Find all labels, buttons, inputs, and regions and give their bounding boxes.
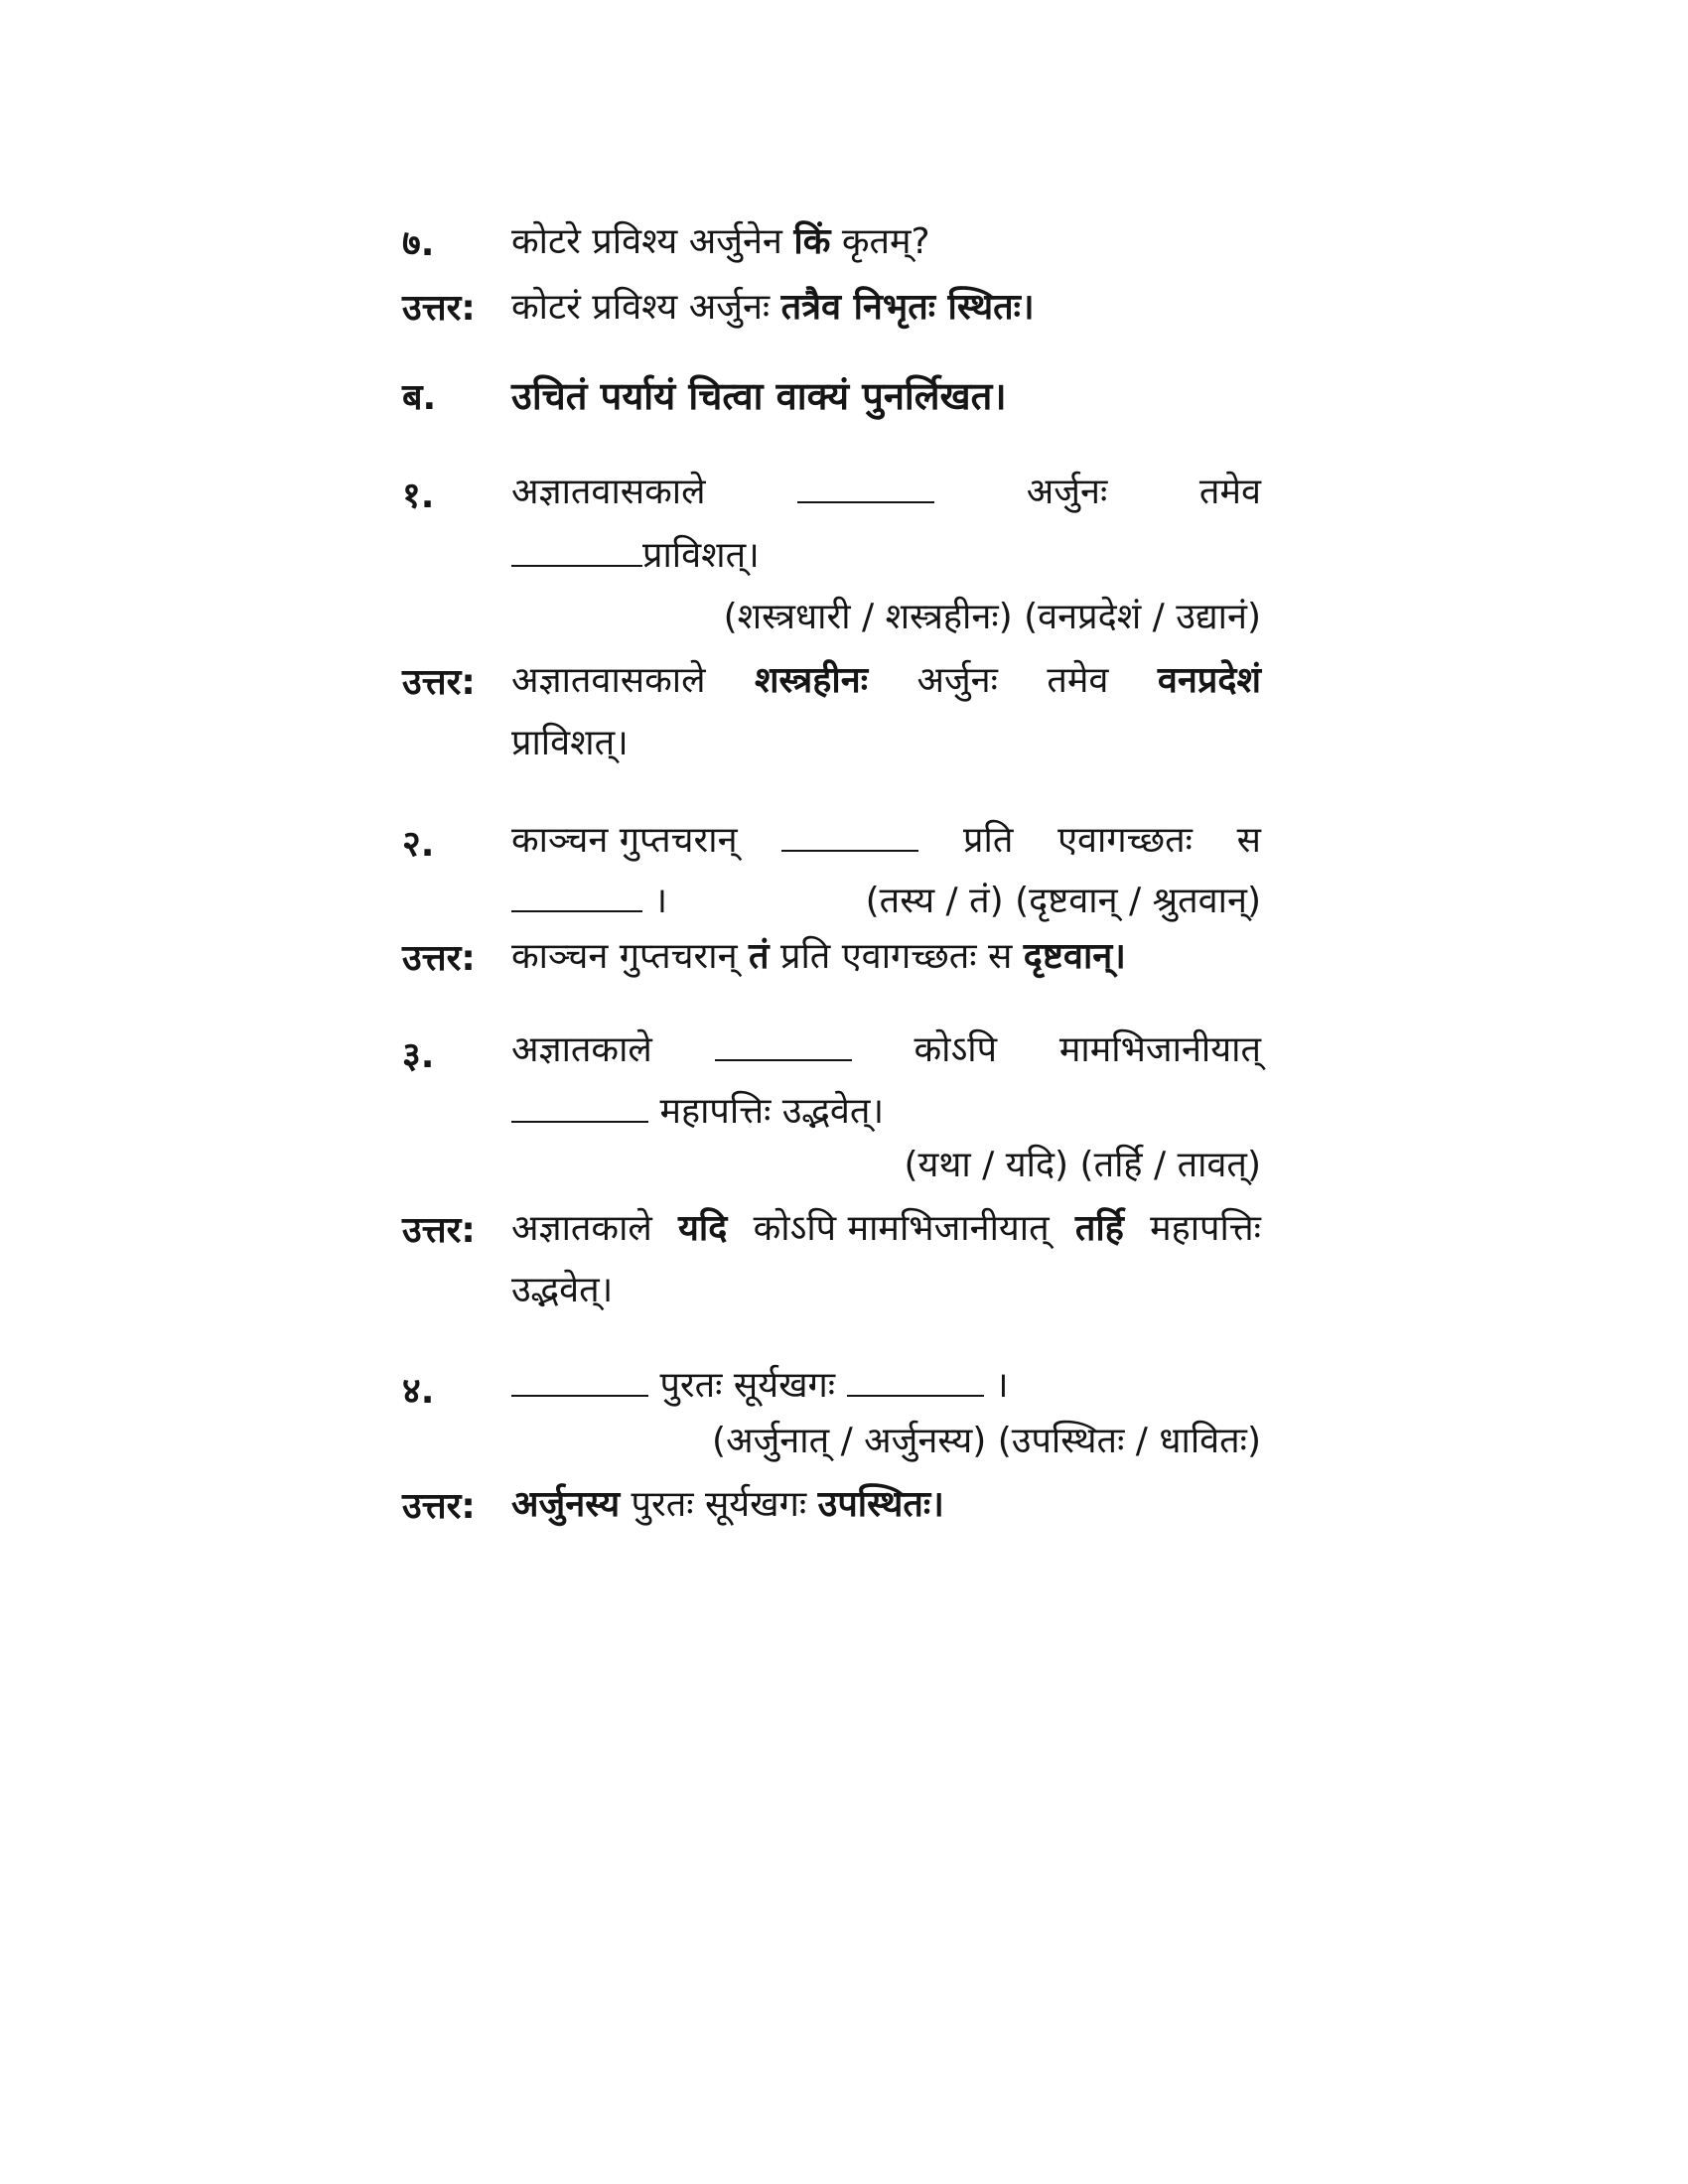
- answer-label: उत्तर:: [402, 1210, 476, 1251]
- question-number: १.: [402, 476, 435, 516]
- answer-3-line-1: [511, 1208, 1261, 1249]
- answer-3-line-2: उद्भवेत्।: [511, 1270, 614, 1310]
- options-text: (यथा / यदि) (तर्हि / तावत्): [904, 1145, 1261, 1185]
- answer-keyword: तर्हि: [1074, 1208, 1124, 1249]
- question-number: ७.: [402, 223, 435, 264]
- fill-blank: [511, 1120, 648, 1123]
- question-1-line-2: [511, 535, 760, 576]
- answer-label: उत्तर:: [402, 288, 476, 329]
- fill-blank: [511, 1394, 648, 1397]
- answer-label: उत्तर:: [402, 662, 476, 703]
- options-text: (तस्य / तं) (दृष्टवान् / श्रुतवान्): [865, 881, 1261, 921]
- answer-text: अर्जुनः: [916, 660, 998, 701]
- answer-text: तमेव: [1047, 660, 1109, 701]
- question-2-line-2: [511, 881, 668, 921]
- question-2-line-1: [511, 820, 1261, 861]
- question-text: कोटरे प्रविश्य अर्जुनेन: [511, 221, 782, 262]
- question-text: महापत्तिः उद्भवेत्।: [659, 1091, 885, 1132]
- question-number: ३.: [402, 1035, 435, 1076]
- question-keyword: किं: [793, 221, 831, 262]
- question-text: अर्जुनः: [1026, 472, 1108, 512]
- question-text: कृतम्?: [841, 221, 930, 262]
- question-text: ।: [994, 1365, 1009, 1406]
- question-4-line-1: [511, 1365, 1009, 1406]
- question-text: प्राविशत्।: [642, 535, 760, 576]
- answer-keyword: वनप्रदेशं: [1157, 660, 1261, 701]
- options-text: (अर्जुनात् / अर्जुनस्य) (उपस्थितः / धावितः): [712, 1421, 1261, 1461]
- question-text: मामभिजानीयात्: [1058, 1029, 1261, 1070]
- question-number: २.: [402, 824, 435, 865]
- question-7-text: [511, 221, 930, 262]
- answer-1-line-1: [511, 660, 1261, 701]
- section-label: ब.: [402, 377, 437, 418]
- question-text: पुरतः सूर्यखगः: [659, 1365, 836, 1406]
- answer-text: प्रति एवागच्छतः स: [780, 936, 1013, 977]
- answer-keyword: उपस्थितः।: [817, 1484, 944, 1525]
- question-text: स: [1236, 820, 1261, 861]
- answer-text: कोटरं प्रविश्य अर्जुनः: [511, 287, 771, 328]
- answer-keyword: दृष्टवान्।: [1023, 936, 1126, 977]
- answer-text: अज्ञातकाले: [511, 1208, 652, 1249]
- section-heading: उचितं पर्यायं चित्वा वाक्यं पुनर्लिखत।: [511, 374, 1007, 418]
- question-text: तमेव: [1198, 472, 1261, 512]
- question-text: अज्ञातकाले: [511, 1029, 652, 1070]
- question-text: कोऽपि: [914, 1029, 998, 1070]
- answer-text: कोऽपि मामभिजानीयात्: [753, 1208, 1050, 1249]
- fill-blank: [847, 1394, 984, 1397]
- fill-blank: [781, 849, 918, 852]
- fill-blank: [511, 564, 642, 567]
- answer-4-text: [511, 1484, 944, 1525]
- answer-label: उत्तर:: [402, 1486, 476, 1527]
- answer-keyword: तत्रैव निभृतः स्थितः।: [780, 287, 1035, 328]
- question-3-line-1: [511, 1029, 1261, 1070]
- answer-keyword: शस्त्रहीनः: [754, 660, 868, 701]
- answer-text: अज्ञातवासकाले: [511, 660, 706, 701]
- answer-keyword: तं: [749, 936, 770, 977]
- answer-keyword: अर्जुनस्य: [511, 1484, 621, 1525]
- answer-text: महापत्तिः: [1150, 1208, 1261, 1249]
- question-3-line-2: [511, 1091, 885, 1132]
- answer-7-text: [511, 287, 1035, 328]
- answer-keyword: यदि: [678, 1208, 728, 1249]
- question-1-line-1: [511, 472, 1261, 512]
- answer-1-line-2: प्राविशत्।: [511, 723, 629, 763]
- question-text: काञ्चन गुप्तचरान्: [511, 820, 738, 861]
- answer-label: उत्तर:: [402, 938, 476, 979]
- answer-2-text: [511, 936, 1126, 977]
- question-number: ४.: [402, 1371, 435, 1412]
- question-text: एवागच्छतः: [1057, 820, 1193, 861]
- fill-blank: [797, 500, 934, 503]
- answer-text: काञ्चन गुप्तचरान्: [511, 936, 738, 977]
- fill-blank: [715, 1058, 852, 1061]
- question-text: अज्ञातवासकाले: [511, 472, 706, 512]
- question-text: ।: [653, 881, 668, 921]
- question-text: प्रति: [963, 820, 1014, 861]
- options-text: (शस्त्रधारी / शस्त्रहीनः) (वनप्रदेशं / उद्यानं): [723, 597, 1261, 637]
- answer-text: पुरतः सूर्यखगः: [631, 1484, 807, 1525]
- fill-blank: [511, 909, 642, 912]
